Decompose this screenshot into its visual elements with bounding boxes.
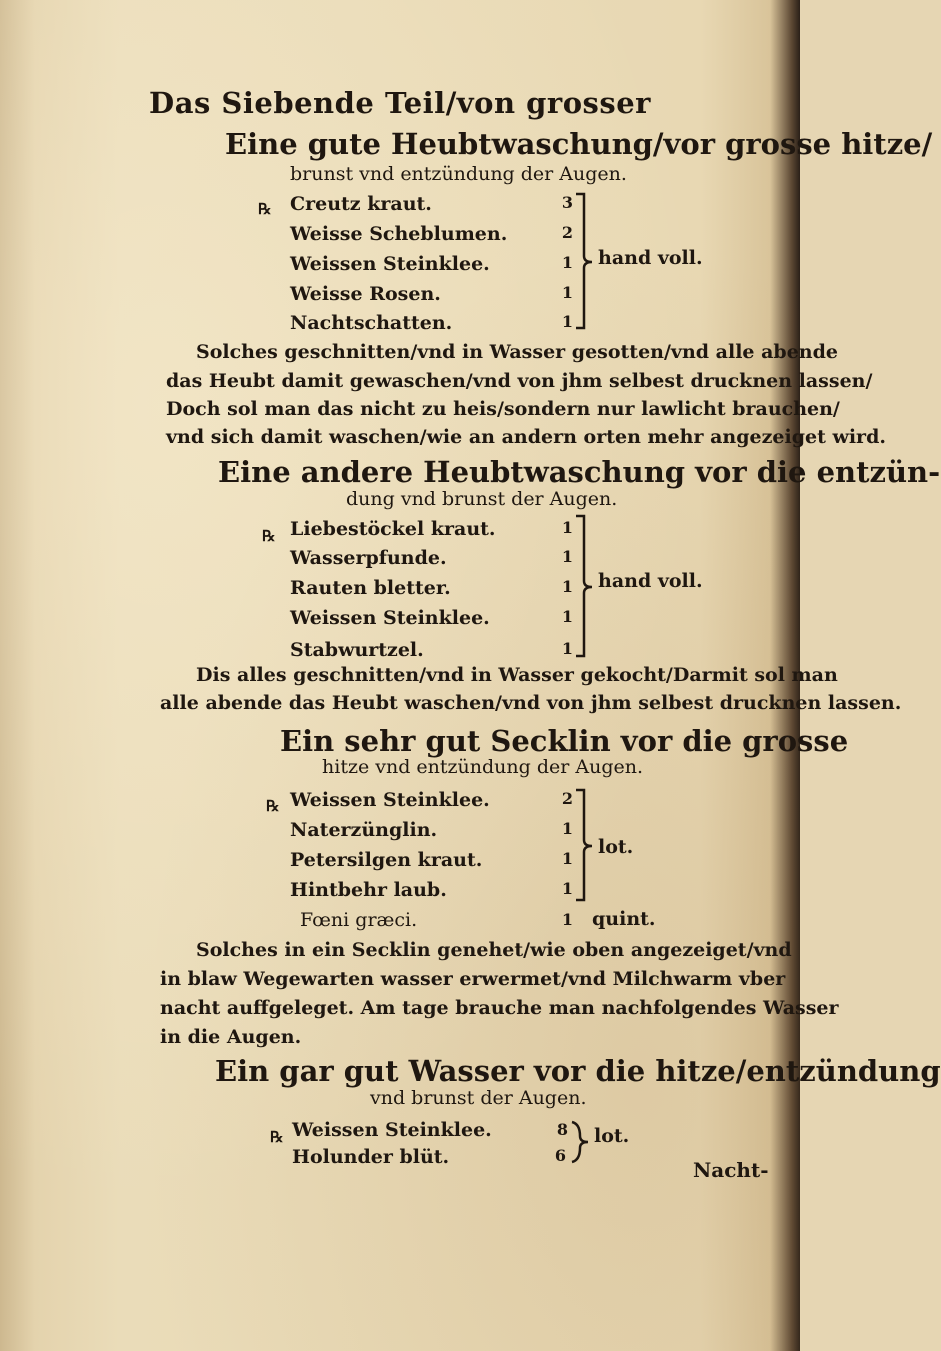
ingredient-qty: 1 <box>561 879 573 898</box>
ingredient-name: Wasserpfunde. <box>290 547 447 569</box>
ingredient-qty: 1 <box>561 910 573 929</box>
recipe-subtitle-3: hitze vnd entzündung der Augen. <box>322 756 644 778</box>
prose-line: Solches geschnitten/vnd in Wasser gesotten/vnd alle abende <box>196 341 838 363</box>
ingredient-unit: hand voll. <box>598 247 703 269</box>
ingredient-name: Weissen Steinklee. <box>290 607 490 629</box>
ingredient-qty: 1 <box>561 577 573 596</box>
ingredient-qty: 2 <box>561 789 573 808</box>
ingredient-name: Weisse Rosen. <box>290 283 441 305</box>
ingredient-name: Petersilgen kraut. <box>290 849 483 871</box>
ingredient-name: Fœni græci. <box>300 909 418 931</box>
ingredient-unit: quint. <box>592 908 656 930</box>
recipe-subtitle-2: dung vnd brunst der Augen. <box>346 488 618 510</box>
ingredient-unit: hand voll. <box>598 570 703 592</box>
prose-line: Solches in ein Secklin genehet/wie oben angezeiget/vnd <box>196 939 792 961</box>
page-header: Das Siebende Teil/von grosser <box>149 86 651 120</box>
ingredient-qty: 1 <box>561 312 573 331</box>
ingredient-name: Hintbehr laub. <box>290 879 447 901</box>
recipe-symbol: ℞ <box>266 797 280 815</box>
ingredient-qty: 2 <box>561 223 573 242</box>
ingredient-qty: 1 <box>561 849 573 868</box>
ingredient-qty: 1 <box>561 547 573 566</box>
recipe-symbol: ℞ <box>262 527 276 545</box>
prose-line: in blaw Wegewarten wasser erwermet/vnd Milchwarm vber <box>160 968 786 990</box>
prose-line: in die Augen. <box>160 1026 302 1048</box>
ingredient-name: Naterzünglin. <box>290 819 438 841</box>
ingredient-name: Creutz kraut. <box>290 193 432 215</box>
recipe-title-2: Eine andere Heubtwaschung vor die entzün- <box>218 455 941 489</box>
ingredient-qty: 3 <box>561 193 573 212</box>
recipe-subtitle-4: vnd brunst der Augen. <box>370 1087 587 1109</box>
ingredient-qty: 6 <box>554 1146 566 1165</box>
recipe-symbol: ℞ <box>270 1128 284 1146</box>
ingredient-qty: 1 <box>561 639 573 658</box>
ingredient-qty: 1 <box>561 283 573 302</box>
recipe-symbol: ℞ <box>258 200 272 218</box>
prose-line: vnd sich damit waschen/wie an andern orten mehr angezeiget wird. <box>166 426 886 448</box>
ingredient-name: Nachtschatten. <box>290 312 453 334</box>
prose-line: alle abende das Heubt waschen/vnd von jhm selbest drucknen lassen. <box>160 692 902 714</box>
ingredient-name: Holunder blüt. <box>292 1146 450 1168</box>
prose-line: Dis alles geschnitten/vnd in Wasser gekocht/Darmit sol man <box>196 664 838 686</box>
ingredient-name: Weissen Steinklee. <box>290 789 490 811</box>
ingredient-qty: 1 <box>561 518 573 537</box>
ingredient-qty: 8 <box>556 1120 568 1139</box>
ingredient-name: Liebestöckel kraut. <box>290 518 496 540</box>
prose-line: das Heubt damit gewaschen/vnd von jhm selbest drucknen lassen/ <box>166 370 873 392</box>
ingredient-name: Stabwurtzel. <box>290 639 424 661</box>
prose-line: nacht auffgeleget. Am tage brauche man nachfolgendes Wasser <box>160 997 839 1019</box>
recipe-title-4: Ein gar gut Wasser vor die hitze/entzündung <box>215 1054 941 1088</box>
ingredient-name: Weissen Steinklee. <box>290 253 490 275</box>
prose-line: Doch sol man das nicht zu heis/sondern nur lawlicht brauchen/ <box>166 398 840 420</box>
catchword: Nacht- <box>693 1158 769 1182</box>
ingredient-name: Rauten bletter. <box>290 577 451 599</box>
ingredient-qty: 1 <box>561 607 573 626</box>
ingredient-unit: lot. <box>598 836 634 858</box>
recipe-subtitle-1: brunst vnd entzündung der Augen. <box>290 163 627 185</box>
ingredient-name: Weissen Steinklee. <box>292 1119 492 1141</box>
ingredient-qty: 1 <box>561 819 573 838</box>
recipe-title-1: Eine gute Heubtwaschung/vor grosse hitze/ <box>225 127 933 161</box>
ingredient-qty: 1 <box>561 253 573 272</box>
ingredient-name: Weisse Scheblumen. <box>290 223 508 245</box>
recipe-title-3: Ein sehr gut Secklin vor die grosse <box>280 724 849 758</box>
ingredient-unit: lot. <box>594 1125 630 1147</box>
